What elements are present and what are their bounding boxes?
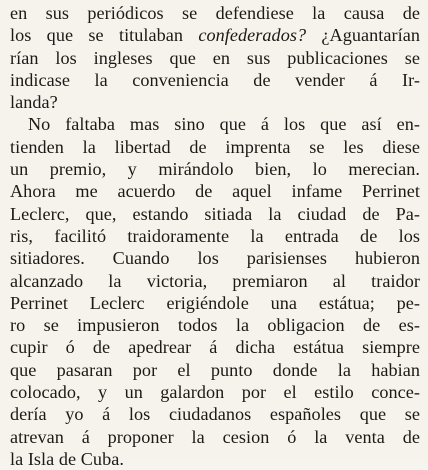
italic-word: confederados? [198,25,307,46]
text-fragment: los que se titulaban [10,25,199,46]
text-line: la Isla de Cuba. [10,448,124,469]
text-line: tienden la libertad de imprenta se les diese [10,136,420,157]
text-line: dería yo á los ciudadanos españoles que se [10,404,420,425]
text-line: alcanzado la victoria, premiaron al traidor [10,270,420,291]
text-line: que pasaran por el punto donde la habian [10,359,420,380]
text-line: colocado, y un galardon por el estilo conce- [10,382,420,403]
text-line: un premio, y mirándolo bien, lo merecian. [10,159,420,180]
text-line: indicase la conveniencia de vender á Ir- [10,69,420,90]
text-line: en sus periódicos se defendiese la causa de [10,3,420,23]
text-line: Leclerc, que, estando sitiada la ciudad de Pa- [10,203,420,224]
text-line: Ahora me acuerdo de aquel infame Perrinet [10,181,420,202]
body-text [10,2,420,470]
text-line: cupir ó de apedrear á dicha estátua siempre [10,337,420,358]
text-line: ris, facilitó traidoramente la entrada de los [10,225,420,246]
text-line [10,24,420,46]
text-line: landa? [10,92,58,113]
text-line: sitiadores. Cuando los parisienses hubieron [10,248,420,269]
text-line: atrevan á proponer la cesion ó la venta de [10,426,420,447]
text-line: No faltaba mas sino que á los que así en- [28,114,420,135]
text-line: ro se impusieron todos la obligacion de es- [10,315,420,336]
text-fragment: ¿Aguantarían [306,25,420,46]
text-line: rían los ingleses que en sus publicaciones se [10,47,420,68]
text-line: Perrinet Leclerc erigiéndole una estátua; pe- [10,292,420,313]
